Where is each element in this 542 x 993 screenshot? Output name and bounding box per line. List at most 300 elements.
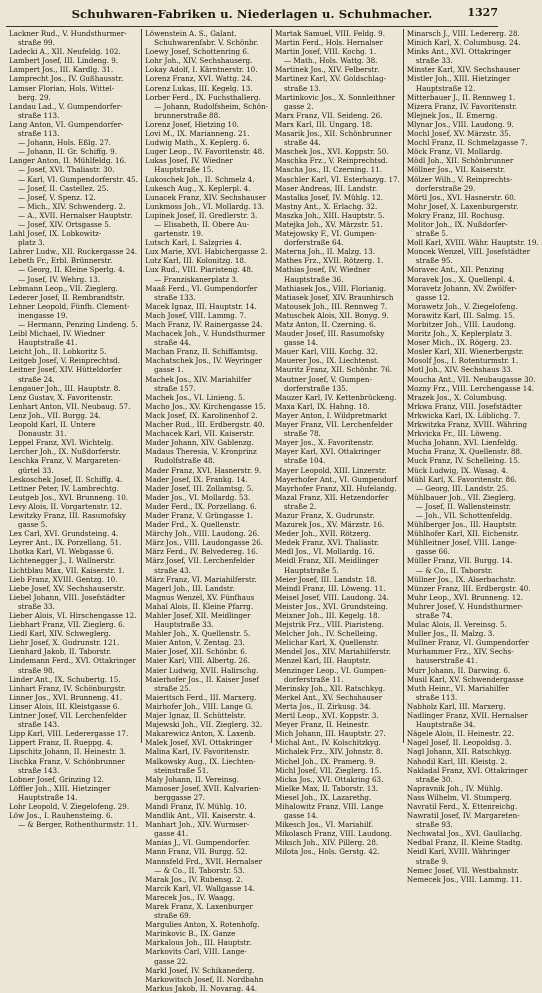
directory-entry: Mastalka Josef, IV. Mühlg. 12. [275, 192, 384, 202]
directory-entry: Lipp Karl, VIII. Lederergasse 17. [9, 729, 129, 739]
directory-entry: Mölzer Wilh., V. Reinprechts- [406, 174, 513, 184]
directory-entry: Mach Josef, VIII. Lammg. 7. [145, 310, 247, 320]
directory-entry: Löffler Joh., XIII. Hietzinger [9, 783, 111, 793]
directory-entry: Neidl Karl, XVIII. Währinger [406, 847, 510, 857]
directory-entry: Leskoschek Josef, II. Schiffg. 4. [9, 474, 123, 484]
directory-entry: Marx Karl, III. Ungarg. 18. [275, 119, 373, 129]
directory-entry: Mader Jos., VI. Mollardg. 53. [145, 492, 251, 502]
directory-entry: Löwenstein A. S., Galant. [145, 29, 237, 38]
directory-entry: Landau Lad., V. Gumpendorfer- [9, 101, 123, 111]
directory-entry: Majer Ignaz, II. Schüttelstr. [145, 711, 246, 721]
directory-entry: Madaus Theresia, V. Kronprinz [145, 447, 257, 457]
entry-continuation: platz 3. [18, 238, 45, 248]
directory-entry: Leschka Franz, V. Margareten- [9, 456, 121, 466]
directory-entry: Lamser Florian, Hols. Wittel- [9, 83, 115, 93]
directory-entry: Lebmann Leop., VII. Zieglerg. [9, 283, 118, 293]
directory-entry: Lintner Josef, VII. Lerchenfelder [9, 711, 127, 721]
directory-entry: Nagel Josef, II. Leopoldsg. 3. [406, 738, 512, 748]
directory-entry: Lunkmoss Joh., VI. Mollardg. 13. [145, 201, 265, 211]
directory-entry: Mazal Franz, XII. Hetzendorfer [275, 492, 389, 502]
directory-entry: Minarsch J., VIII. Ledererg. 28. [406, 29, 520, 38]
entry-continuation: hauserstraße 41. [415, 656, 478, 666]
directory-entry: Milota Jos., Hols. Gerstg. 42. [275, 847, 380, 857]
directory-entry: Märchy Joh., VIII. Laudong. 26. [145, 529, 260, 539]
entry-continuation: gasse 66. [415, 547, 450, 557]
directory-entry: Machacek Karl, VII. Kaiserstr. [145, 429, 255, 439]
entry-continuation: straße 99. [18, 38, 55, 48]
column-2 [142, 29, 272, 993]
directory-entry: Mitterbauer J., II. Rennweg 1. [406, 92, 516, 102]
entry-continuation: dorferstraße 64. [284, 238, 344, 248]
entry-continuation: Donaustr. 31. [18, 429, 67, 439]
directory-entry: Ludwig Math., X. Keplerg. 6. [145, 138, 250, 148]
entry-continuation: Rudolfstraße 48. [154, 456, 215, 466]
directory-entry: Mühlberger Jos., III. Hauptstr. [406, 520, 517, 530]
directory-entry: Maszka Joh., XIII. Hauptstr. 5. [275, 210, 385, 220]
entry-continuation: straße 33. [415, 56, 453, 66]
directory-entry: Maier Karl, VIII. Albertg. 26. [145, 656, 250, 666]
directory-entry: Linser Alois, III. Kleistgasse 6. [9, 701, 120, 711]
directory-entry: Leicht Joh., II. Lobkoritz 5. [9, 347, 107, 357]
directory-entry: Ladecki A., XII. Neufeldg. 102. [9, 47, 121, 57]
entry-continuation: Hauptstraße 5. [284, 565, 339, 575]
directory-entry: Malek Josef, XVI. Ottakringer [145, 738, 253, 748]
directory-entry: Mochl Josef, XV. Märzstr. 35. [406, 129, 511, 139]
directory-entry: Nedbal Franz, II. Kleine Stadtg. [406, 838, 523, 848]
directory-entry: Mandlik Ant., VII. Kaiserstr. 4. [145, 811, 256, 821]
directory-entry: Mahal Alois, II. Kleine Pfarrg. [145, 601, 254, 611]
entry-continuation: — Johann, Rudolfsheim, Schön- [154, 101, 268, 111]
entry-continuation: straße 44. [284, 138, 321, 148]
directory-entry: Mandl Franz, IV. Mühlg. 10. [145, 801, 247, 811]
directory-entry: Mach Franz, IV. Rainergasse 24. [145, 320, 263, 329]
directory-entry: Lutz Karl, III. Kolonitzg. 18. [145, 256, 247, 266]
directory-entry: Mathes Frz., XVII. Rötzerg. 1. [275, 256, 384, 266]
entry-continuation: gasse 14. [284, 811, 319, 821]
entry-continuation: straße 5. [415, 229, 449, 239]
entry-continuation: straße 143. [18, 765, 60, 775]
directory-entry: Mozny Frz., VIII. Lerchengasse 14. [406, 383, 535, 393]
entry-continuation: — & Berger, Rothenthurmstr. 11. [18, 820, 139, 830]
directory-entry: Lichtblau Max, VII. Kaiserstr. 1. [9, 565, 125, 575]
directory-entry: Nemecek Jos., VIII. Lammg. 11. [406, 874, 522, 884]
directory-entry: Meixner Joh., III. Kegelg. 18. [275, 611, 380, 620]
directory-entry: Möllner Jos., VII. Kaiserstr. [406, 165, 506, 175]
directory-entry: Linhart Franz, IV. Schönburgstr. [9, 683, 126, 693]
directory-entry: Musil Karl, XV. Schwendergasse [406, 674, 524, 684]
directory-entry: Maser Andreas, III. Landstr. [275, 183, 378, 193]
directory-entry: Lamprecht Jos., IV. Gußhausstr. [9, 74, 124, 84]
directory-entry: Lettner Peter, IV. Lambrechtg. [9, 483, 119, 493]
entry-continuation: straße 24. [18, 374, 55, 384]
directory-entry: Lohr Joh., XIV. Sechshauserg. [145, 56, 253, 66]
directory-entry: Mühlbauer Joh., VII. Zieglerg. [406, 492, 516, 502]
directory-entry: Mader Johann, XIV. Gablenzg. [145, 438, 254, 448]
directory-entry: Moravetz Johann, XV. Zwölfer- [406, 283, 517, 293]
directory-entry: Napravnik Joh., IV. Mühlg. [406, 783, 503, 793]
directory-entry: Lux Marie, XVI. Habichergasse 2. [145, 247, 268, 257]
directory-entry: Maschler Karl, VI. Esterhazyg. 17. [275, 174, 400, 184]
directory-entry: Nemec Josef, VII. Westbahnstr. [406, 865, 519, 875]
directory-entry: Maaß Ferd., VI. Gumpendorfer [145, 283, 258, 293]
entry-continuation: — A., XVII. Hernalser Hauptstr. [18, 210, 133, 220]
directory-entry: Münzer Franz, III. Erdbergstr. 40. [406, 583, 531, 593]
directory-entry: Matiasek Josef, XIV. Braunhirsch [275, 292, 394, 302]
entry-continuation: straße 143. [18, 720, 60, 730]
directory-entry: Mucha Franz, X. Quellenstr. 88. [406, 447, 523, 457]
directory-entry: Mahler Josef, XII. Meidlinger [145, 611, 251, 620]
directory-entry: Mühl Karl, X. Favoritenstr. 86. [406, 474, 517, 484]
directory-entry: Lukas Josef, IV. Wiedner [145, 156, 233, 166]
directory-entry: Muth Heinr., VI. Mariahilfer [406, 683, 509, 693]
directory-entry: Meder Joh., XVII. Rötzerg. [275, 529, 371, 539]
column-1 [6, 29, 142, 830]
directory-entry: Mucha Johann, XVI. Lienfeldg. [406, 438, 518, 448]
directory-entry: Mader Frd., X. Quellenstr. [145, 520, 241, 530]
directory-entry: Mullner Franz, VI. Gumpendorfer [406, 638, 529, 648]
column-3 [272, 29, 404, 857]
entry-continuation: brunnerstraße 88. [154, 110, 221, 120]
directory-entry: Lewitzky Franz, III. Rasumofsky [9, 510, 126, 520]
directory-entry: Lederer Josef, II. Rembrandtstr. [9, 292, 125, 302]
entry-continuation: — Josef, XVI. Thaliastr. 30. [18, 165, 115, 175]
directory-entry: Mödl Joh., XII. Schönbrunner [406, 156, 514, 166]
directory-entry: Mauer Karl, VIII. Kochg. 32. [275, 347, 378, 357]
directory-entry: Lex Carl, XVI. Grundsteing. 4. [9, 529, 119, 539]
directory-entry: Martinkovic Jos., X. Sonnleithner [275, 92, 396, 102]
directory-entry: Martak Samuel, VIII. Feldg. 9. [275, 29, 385, 38]
directory-entry: Mamoser Josef, XVII. Kalvarien- [145, 783, 261, 793]
entry-continuation: gasse 14. [284, 338, 319, 348]
directory-entry: Mader Josef, IX. Frankg. 14. [145, 474, 248, 484]
entry-continuation: straße 2. [284, 501, 317, 511]
directory-entry: Matousek Joh., III. Rennweg 7. [275, 301, 388, 311]
directory-entry: Makarewicz Anton, X. Laxenb. [145, 729, 256, 739]
directory-entry: Maxa Karl, IX. Hahng. 18. [275, 401, 370, 411]
directory-entry: Maschek Jos., XVI. Koppstr. 50. [275, 147, 389, 157]
directory-entry: Medek Franz, XVI. Thaliastr. [275, 538, 379, 548]
directory-entry: Mayer Karl, XVI. Ottakringer [275, 447, 381, 457]
column-4 [404, 29, 542, 884]
entry-continuation: — Josef, II. Castellez. 25. [18, 183, 109, 193]
directory-entry: Lunacek Franz, XIV. Sechshauser [145, 192, 267, 202]
directory-entry: Mühlleitner Josef, VIII. Lange- [406, 538, 517, 548]
directory-entry: Liehr Josef, X. Gudrunstr. 121. [9, 638, 120, 648]
directory-entry: Meyer Franz, II. Heinestr. [275, 720, 370, 730]
directory-entry: Machacek Joh., V. Hundsthurmer [145, 329, 265, 339]
directory-entry: Leitner Josef, XIV. Hütteldorfer [9, 365, 122, 375]
directory-entry: Lackner Rud., V. Hundsthurmer- [9, 29, 127, 38]
directory-entry: Mauzer Karl, IV. Kettenbrückeng. [275, 392, 397, 402]
directory-entry: Markus Jakob, II. Novarag. 44. [145, 983, 258, 993]
directory-entry: Molitor Joh., IX. Nußdorfer- [406, 219, 508, 229]
directory-entry: Mascha Jos., II. Czerning. 11. [275, 165, 382, 175]
directory-entry: Lebeth Fr., Erbl. Brünnerstr. [9, 256, 113, 266]
directory-entry: Lichtenegger J., I. Wallnerstr. [9, 556, 116, 566]
header-rule [6, 26, 498, 27]
directory-entry: Materna Joh., II. Malzg. 13. [275, 247, 376, 257]
directory-entry: Lang Anton, VI. Gumpendorfer- [9, 119, 124, 129]
directory-entry: Martinek Jos., XIV. Felberstr. [275, 65, 380, 75]
directory-entry: Mrkwicka Karl, IX. Löblichg. 7. [406, 410, 521, 420]
directory-entry: Morawitz Karl, III. Salmg. 15. [406, 310, 515, 320]
directory-entry: Meister Jos., XVI. Grundsteing. [275, 601, 388, 611]
directory-entry: Machatschek Jos., IV. Weyringer [145, 356, 262, 366]
directory-entry: Nägele Alois, II. Heinestr. 22. [406, 729, 514, 739]
directory-entry: Leutgeb Jos., XVI. Brunneng. 10. [9, 492, 129, 502]
directory-entry: Lahrer Ludw., XII. Ruckergasse 24. [9, 247, 138, 257]
directory-entry: Loewy Josef, Schottenring 6. [145, 47, 250, 57]
directory-entry: Lupinek Josef, II. Gredlerstr. 3. [145, 210, 258, 220]
entry-continuation: straße 93. [415, 820, 453, 830]
directory-entry: Mizera Franz, IV. Favoritenstr. [406, 101, 518, 111]
directory-entry: Mazur Franz, X. Gudrunstr. [275, 510, 375, 520]
directory-entry: Mayer Anton, I. Wildpretmarkt [275, 410, 388, 420]
directory-entry: Malina Karl, IV. Favoritenstr. [145, 747, 250, 757]
directory-entry: Lippert Franz, II. Rueppg. 4. [9, 738, 113, 748]
directory-entry: Muller Jos., II. Malzg. 3. [406, 629, 495, 639]
entry-continuation: dorferstraße 11. [284, 674, 344, 684]
directory-entry: Manias J., VI. Gumpendorfer. [145, 838, 250, 848]
directory-entry: Leppel Franz, XVI. Wichtelg. [9, 438, 114, 448]
directory-entry: Michal Ant., IV. Kolschitzkyg. [275, 738, 381, 748]
directory-entry: Moll Karl, XVIII. Währ. Hauptstr. 19. [406, 238, 539, 248]
entry-continuation: berg. 29. [18, 92, 51, 102]
directory-entry: Machek Jos., VI. Linieng. 5. [145, 392, 245, 402]
page-header [6, 6, 498, 24]
directory-entry: Moser Mich., IX. Rögerg. 23. [406, 338, 512, 348]
directory-entry: Maier Ludwig, XVII. Halirschg. [145, 665, 259, 675]
directory-entry: Moucha Ant., VII. Neubaugasse 30. [406, 374, 536, 384]
directory-entry: Nahodil Karl, III. Kleistg. 2. [406, 756, 508, 766]
directory-entry: Meindl Franz, III. Löweng. 11. [275, 583, 386, 593]
directory-entry: Mack Josef, IX. Karolinenhof 2. [145, 410, 258, 420]
directory-entry: Maieritsch Ferd., III. Marxerg. [145, 692, 257, 702]
directory-entry: März Jos., VIII. Laudongasse 26. [145, 538, 264, 548]
directory-entry: Magerl Joh., III. Landstr. [145, 583, 235, 593]
directory-entry: Michl Josef, VII. Zieglerg. 15. [275, 765, 382, 775]
entry-continuation: gasse 2. [284, 101, 314, 111]
entry-continuation: straße 104. [284, 456, 326, 466]
entry-continuation: — Franziskanerplatz 3. [154, 274, 239, 284]
directory-entry: Machek Jos., XIV. Mariahilfer [145, 374, 252, 384]
directory-entry: Moncek Wenzel, VIII. Josefstädter [406, 247, 531, 257]
directory-entry: Markovits Carl, VIII. Lange- [145, 947, 247, 957]
directory-entry: Lenz Joh., VII. Burgg. 24. [9, 410, 101, 420]
entry-continuation: dorferstraße 29. [415, 183, 476, 193]
directory-entry: Mochl Franz, II. Schmelzgasse 7. [406, 138, 528, 148]
page-number: 1327 [467, 6, 498, 19]
directory-entry: Maly Johann, II. Vereinsg. [145, 774, 240, 784]
directory-entry: Mannsfeld Frd., XVII. Hernalser [145, 856, 263, 866]
directory-entry: Lenhart Anton, VII. Neubaug. 57. [9, 401, 131, 411]
directory-entry: Mader Franz, XVI. Hasnerstr. 9. [145, 465, 262, 475]
directory-entry: Lutsch Karl, I. Salzgries 4. [145, 238, 242, 248]
directory-entry: Nakladal Franz, XVI. Ottakringer [406, 765, 528, 775]
directory-entry: Micka Jos., XVI. Ottakring 63. [275, 774, 384, 784]
entry-continuation: steinstraße 51. [154, 765, 209, 775]
directory-entry: Linder Ant., IX. Schubertg. 15. [9, 674, 121, 684]
directory-entry: Mrkwa Franz, VIII. Josefstädter [406, 401, 522, 411]
entry-continuation: straße 25. [154, 683, 191, 693]
entry-continuation: straße 74. [415, 611, 453, 620]
directory-entry: Mann Franz, VII. Burgg. 52. [145, 847, 248, 857]
entry-continuation: gartenstr. 19. [154, 229, 204, 239]
directory-entry: Marinkovic B., IX. Ganze [145, 929, 236, 939]
entry-continuation: — Josef, XIV. Ortsgasse 5. [18, 219, 112, 229]
directory-entry: Lokay Adolf, I. Kärntnerstr. 10. [145, 65, 258, 75]
entry-continuation: — Josef, IV. Wehrg. 13. [18, 274, 101, 284]
directory-entry: Lambert Josef, III. Lindeng. 9. [9, 56, 119, 66]
directory-entry: Meidl Franz, XII. Meidlinger [275, 556, 379, 566]
entry-continuation: — Elisabeth, II. Obere Au- [154, 219, 249, 229]
entry-continuation: — Johann, Hols. Eßlg. 27. [18, 138, 111, 148]
entry-continuation: Schuhwarenfabr. V. Schönbr. [154, 38, 259, 48]
directory-entry: Lukesch Aug., X. Keplerpl. 4. [145, 183, 251, 193]
directory-entry: Mielke Max, II. Taborstr. 13. [275, 783, 379, 793]
directory-entry: Mistler Joh., XIII. Hietzinger [406, 74, 511, 84]
entry-continuation: Hauptstraße 15. [154, 165, 214, 175]
directory-entry: Mader Ferd., IX. Porzellang. 6. [145, 501, 257, 511]
entry-continuation: straße 98. [18, 665, 55, 675]
directory-entry: Markalous Joh., III. Hauptstr. [145, 938, 252, 948]
directory-entry: Minks Ant., XVI. Ottakringer [406, 47, 512, 57]
directory-entry: Macho Jos., XV. Kirchengasse 15. [145, 401, 266, 411]
directory-entry: Mayerhofer Ant., VI. Gumpendorf [275, 474, 398, 484]
directory-entry: Marcik Karl, VI. Wallgasse 14. [145, 883, 255, 893]
directory-entry: Markowitsch Josef, II. Nordbahn [145, 974, 264, 984]
directory-entry: Müllner Jos., IX. Alserbachstr. [406, 574, 516, 584]
directory-entry: Manhart Joh., XIV. Wurmser- [145, 820, 250, 830]
directory-entry: Marak Jos., IV. Rubensg. 2. [145, 874, 243, 884]
entry-continuation: straße 30. [415, 774, 453, 784]
directory-entry: Mrazek Jos., X. Columbusg. [406, 392, 507, 402]
directory-entry: Mikesch Jos., VI. Mariahilf. [275, 820, 374, 830]
directory-entry: Medl Jos., VI. Mollardg. 16. [275, 547, 375, 557]
directory-entry: Mader Franz, V. Grüngasse 1. [145, 510, 253, 520]
directory-entry: Meisel Josef, VIII. Laudong. 24. [275, 592, 389, 602]
directory-entry: Matejka Joh., XV. Märzstr. 51. [275, 219, 383, 229]
directory-entry: Matz Anton, II. Czerning. 6. [275, 320, 376, 329]
directory-entry: Mikolasch Franz, VIII. Laudong. [275, 829, 392, 839]
directory-entry: Margulies Anton, X. Rotenhofg. [145, 920, 260, 930]
directory-entry: Melichar Karl, X. Quellenstr. [275, 638, 379, 648]
directory-entry: Lorber Ferd., IX. Fuchsthallerg. [145, 92, 261, 102]
directory-entry: Löw Jos., I. Rauhensteing. 6. [9, 811, 113, 821]
directory-entry: Merinsky Joh., XII. Ratschkyg. [275, 683, 386, 693]
entry-continuation: gasse 41. [154, 829, 189, 839]
entry-continuation: — Josef, V. Spenz. 12. [18, 192, 96, 202]
directory-entry: Leibl Michael, IV. Wiedner [9, 329, 105, 339]
directory-entry: Marek Franz, X. Laxenburger [145, 902, 253, 911]
directory-entry: Mohr Josef, X. Laxenburgerstr. [406, 201, 519, 211]
directory-entry: Mader Josef, III. Zollamtsg. 5. [145, 483, 254, 493]
directory-entry: Mrkwitzka Franz, XVIII. Währing [406, 420, 528, 430]
directory-entry: Lehner Leopold, Fünfh. Clement- [9, 301, 130, 311]
directory-entry: Moritz Joh., X. Keplerplatz 3. [406, 329, 512, 339]
directory-entry: Merkel Ant., XV. Sechshauser [275, 692, 383, 702]
entry-continuation: straße 113. [18, 110, 60, 120]
directory-entry: Lorenz Josef, Hietzing 10. [145, 119, 239, 129]
directory-entry: Lobner Josef, Grinzing 12. [9, 774, 104, 784]
directory-entry: Liebe Josef, XV. Sechshauserstr. [9, 583, 125, 593]
directory-entry: Lipschitz Johann, II. Heinestr. 3. [9, 747, 127, 757]
directory-entry: Maier Anton, V. Zentag. 23. [145, 638, 245, 648]
directory-entry: Matuschek Alois, XII. Bonyg. 9. [275, 310, 389, 320]
directory-entry: Miesel Joh., IX. Lazarethg. [275, 792, 372, 802]
directory-entry: Marx Franz, VII. Seideng. 26. [275, 110, 383, 120]
directory-entry: Maier Josef, XII. Schönbr. 6. [145, 647, 248, 657]
directory-entry: Mayrhofer Franz, XII. Hufelandg. [275, 483, 397, 493]
directory-entry: Mejstrik Frz., VIII. Piaristeng. [275, 620, 384, 630]
directory-entry: Levy Alois, II. Vorgartenstr. 12. [9, 501, 122, 511]
directory-entry: Nagl Johann, XII. Ratschkyg. [406, 747, 512, 757]
directory-entry: Mastny Ant., X. Erlachg. 32. [275, 201, 378, 211]
directory-entry: Mayer Leopold, XIII. Linzerstr. [275, 465, 387, 475]
directory-entry: Mosler Karl, XII. Wienerbergstr. [406, 347, 524, 357]
directory-entry: Leopold Karl, II. Untere [9, 420, 96, 430]
directory-entry: Morbitzer Joh., VIII. Laudong. [406, 320, 516, 329]
directory-entry: Morawetz Joh., V. Ziegelofeng. [406, 301, 518, 311]
entry-continuation: Hauptstraße 34. [415, 720, 476, 730]
directory-entry: Leitgeb Josef, V. Reinprechtsd. [9, 356, 120, 366]
directory-entry: Martin Ferd., Hols. Hernalser [275, 38, 383, 48]
directory-entry: Lienhard Jakob, II. Taborstr. [9, 647, 112, 657]
directory-entry: Luger Leop., IV. Favoritenstr. 48. [145, 147, 265, 157]
entry-continuation: — Mich., XIV. Schwenderg. 2. [18, 201, 126, 211]
directory-entry: März Franz, VI. Mariahilferstr. [145, 574, 257, 584]
directory-entry: Maierhofer Jos., II. Kaiser Josef [145, 674, 260, 684]
entry-continuation: straße 78. [284, 429, 321, 439]
entry-continuation: Hauptstraße 36. [284, 274, 344, 284]
directory-entry: Motl Joh., XIV. Sechshaus 33. [406, 365, 513, 375]
directory-entry: Menzel Karl, III. Hauptstr. [275, 656, 371, 666]
directory-entry: Mauerer Jos., IX. Liechtenst. [275, 356, 380, 366]
directory-entry: Navratil Ferd., X. Ettenreichg. [406, 801, 518, 811]
entry-continuation: gasse 5. [18, 520, 48, 530]
entry-continuation: dorferstraße 135. [284, 383, 348, 393]
directory-entry: Mairhofer Joh., VIII. Lange G. [145, 701, 253, 711]
directory-entry: Lorenz Lukas, III. Kegelg. 13. [145, 83, 253, 93]
entry-continuation: straße 95. [415, 256, 453, 266]
entry-continuation: Hauptstraße 41. [18, 338, 78, 348]
directory-entry: Moravec Ant., XII. Penzing [406, 265, 504, 275]
directory-entry: März Ferd., IV. Belvedereg. 16. [145, 547, 258, 557]
directory-entry: Nawratil Josef, IV. Margareten- [406, 811, 520, 821]
directory-entry: Minich Karl, X. Columbusg. 24. [406, 38, 521, 48]
directory-entry: Melcher Joh., IV. Schelleing. [275, 629, 378, 639]
directory-entry: Meier Josef, III. Landstr. 18. [275, 574, 377, 584]
directory-entry: Masarik Jos., XII. Schönbrunner [275, 129, 392, 139]
entry-continuation: straße 9. [415, 856, 449, 866]
directory-entry: Lovi M., IX. Marianneng. 21. [145, 129, 250, 139]
directory-entry: Mauritz Franz, XII. Schönbr. 76. [275, 365, 393, 375]
directory-entry: Michalek Frz., XIV. Johnstr. 8. [275, 747, 383, 757]
directory-entry: Mück Ludwig, IX. Wasag. 4. [406, 465, 509, 475]
directory-entry: Mulac Alois, II. Vereinsg. 5. [406, 620, 507, 630]
directory-entry: Matejowsky F., VI. Gumpen- [275, 229, 377, 239]
entry-continuation: — Johann, II. Gr. Schiffg. 9. [18, 147, 117, 157]
directory-entry: Mrkvicka Fr., III. Löweng. [406, 429, 502, 439]
directory-entry: Lux Rud., VIII. Piaristeng. 48. [145, 265, 254, 275]
directory-entry: Maschka Frz., V. Reinprechtsd. [275, 156, 388, 166]
entry-continuation: — Karl, VI. Gumpendorferstr. 45. [18, 174, 138, 184]
directory-entry: Minster Karl, XIV. Sechshauser [406, 65, 520, 75]
entry-continuation: — & Co., II. Taborstr. [415, 565, 493, 575]
directory-entry: Mauder Josef, III. Rasumofsky [275, 329, 385, 339]
entry-continuation: — Math., Hols. Wattg. 38. [284, 56, 378, 66]
directory-entry: Mörtl Jos., XVI. Hasnerstr. 60. [406, 192, 517, 202]
